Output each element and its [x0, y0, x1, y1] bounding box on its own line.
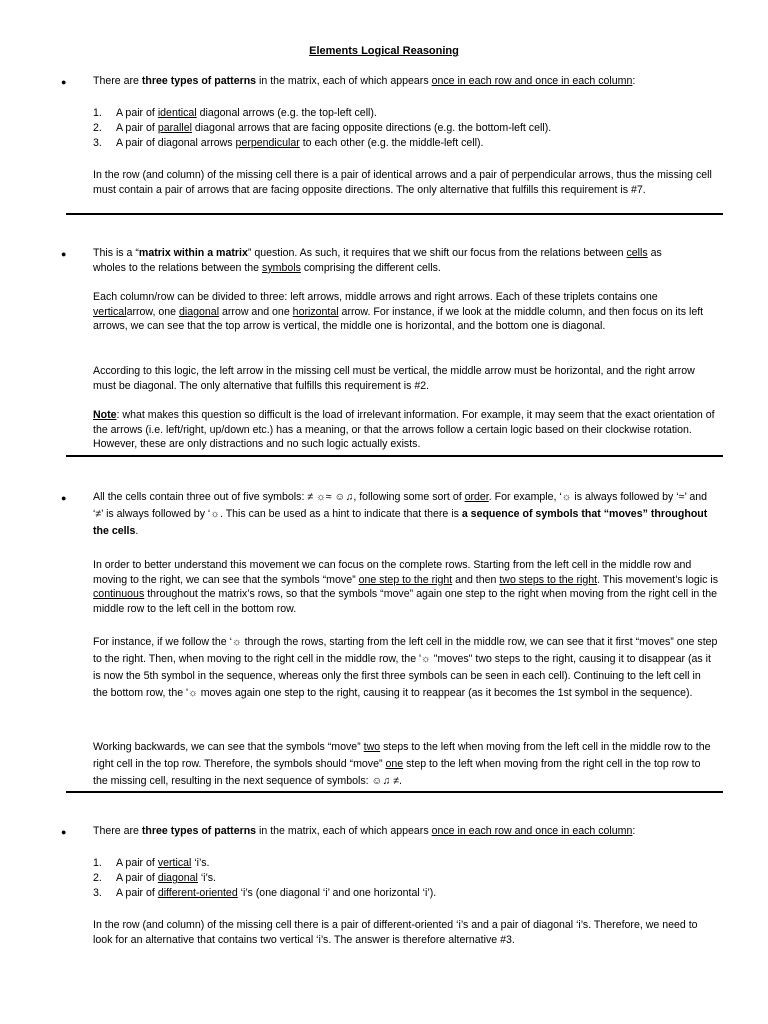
s2-paragraph-2: According to this logic, the left arrow in the missing cell must be vertical, the middle arrow must be horizontal, and the right arrow must be diagonal. The only alternative that fulfills this requirement is #2.: [93, 365, 695, 392]
list-item: A pair of parallel diagonal arrows that are facing opposite directions (e.g. the bottom-left cell).: [116, 122, 552, 134]
list-item: A pair of different-oriented ‘i’s (one diagonal ‘i’ and one horizontal ‘i’).: [116, 887, 437, 899]
bullet: ●: [61, 827, 67, 837]
bullet: ●: [61, 493, 67, 503]
bullet: ●: [61, 77, 67, 87]
s3-paragraph-2: For instance, if we follow the ‘☼ through the rows, starting from the left cell in the middle row, we can see that it first “moves” one step to the right. Then, when moving to the right cell in the middle row, the '☼ "moves" two steps to the right, causing it to disappear (as it is now the 5th symbol in the sequence, whereas only the first three symbols can be seen in each cell). Continuing to the left cell in the bottom row, the '☼ moves again one step to the right, causing it to reappear (as it becomes the 1st symbol in the sequence).: [93, 636, 718, 699]
s2-paragraph-1: Each column/row can be divided to three: left arrows, middle arrows and right arrows. Each of these triplets contains one verticalarrow, one diagonal arrow and one horizontal arrow. For instance, if we look at the middle column, and then focus on its left arrows, we can see that the top arrow is vertical, the middle one is horizontal, and the bottom one is diagonal.: [93, 291, 704, 333]
s4-conclusion: In the row (and column) of the missing cell there is a pair of different-oriented ‘i’s and a pair of diagonal ‘i’s. Therefore, we need to look for an alternative that contains two vertical ‘i’s. The answer is therefore alternative #3.: [93, 919, 698, 946]
list-number: 3.: [93, 137, 102, 149]
list-number: 1.: [93, 107, 102, 119]
list-number: 1.: [93, 857, 102, 869]
bullet: ●: [61, 249, 67, 259]
s3-paragraph-3: Working backwards, we can see that the symbols “move” two steps to the left when moving from the left cell in the middle row to the right cell in the top row. Therefore, the symbols should “move” one step to the left when moving from the right cell in the top row to the missing cell, resulting in the next sequence of symbols: ☺♫ ≠.: [93, 741, 711, 787]
s1-conclusion: In the row (and column) of the missing cell there is a pair of identical arrows and a pair of perpendicular arrows, thus the missing cell must contain a pair of arrows that are facing opposite directions. The only alternative that fulfills this requirement is #7.: [93, 169, 712, 196]
list-number: 2.: [93, 872, 102, 884]
list-number: 2.: [93, 122, 102, 134]
s1-intro: There are three types of patterns in the matrix, each of which appears once in each row and once in each column:: [93, 75, 636, 87]
section-divider: [66, 791, 723, 793]
section-divider: [66, 213, 723, 215]
list-item: A pair of identical diagonal arrows (e.g. the top-left cell).: [116, 107, 377, 119]
s2-note: Note: what makes this question so difficult is the load of irrelevant information. For example, it may seem that the exact orientation of the arrows (i.e. left/right, up/down etc.) has a meaning, or that the arrows follow a certain logic based on their clockwise rotation. However, these are only distractions and no such logic actually exists.: [93, 409, 715, 451]
list-number: 3.: [93, 887, 102, 899]
s3-paragraph-1: In order to better understand this movement we can focus on the complete rows. Starting from the left cell in the middle row and moving to the right, we can see that the symbols “move” one step to the right and then two steps to the right. This movement’s logic is continuous throughout the matrix’s rows, so that the symbols “move” again one step to the right when moving from the right cell in the middle row to the left cell in the bottom row.: [93, 559, 718, 616]
document-title: Elements Logical Reasoning: [309, 45, 459, 57]
s3-intro: All the cells contain three out of five symbols: ≠ ☼≈ ☺♫, following some sort of order. For example, ‘☼ is always followed by ‘≈’ and ‘≠’ is always followed by ‘☼. This can be used as a hint to indicate that there is a sequence of symbols that “moves” throughout the cells.: [93, 491, 708, 537]
list-item: A pair of diagonal arrows perpendicular to each other (e.g. the middle-left cell).: [116, 137, 484, 149]
list-item: A pair of diagonal ‘i’s.: [116, 872, 216, 884]
section-divider: [66, 455, 723, 457]
s2-intro: This is a “matrix within a matrix” question. As such, it requires that we shift our focus from the relations between cells as wholes to the relations between the symbols comprising the different cells.: [93, 247, 662, 274]
s4-intro: There are three types of patterns in the matrix, each of which appears once in each row and once in each column:: [93, 825, 636, 837]
list-item: A pair of vertical ‘i’s.: [116, 857, 210, 869]
